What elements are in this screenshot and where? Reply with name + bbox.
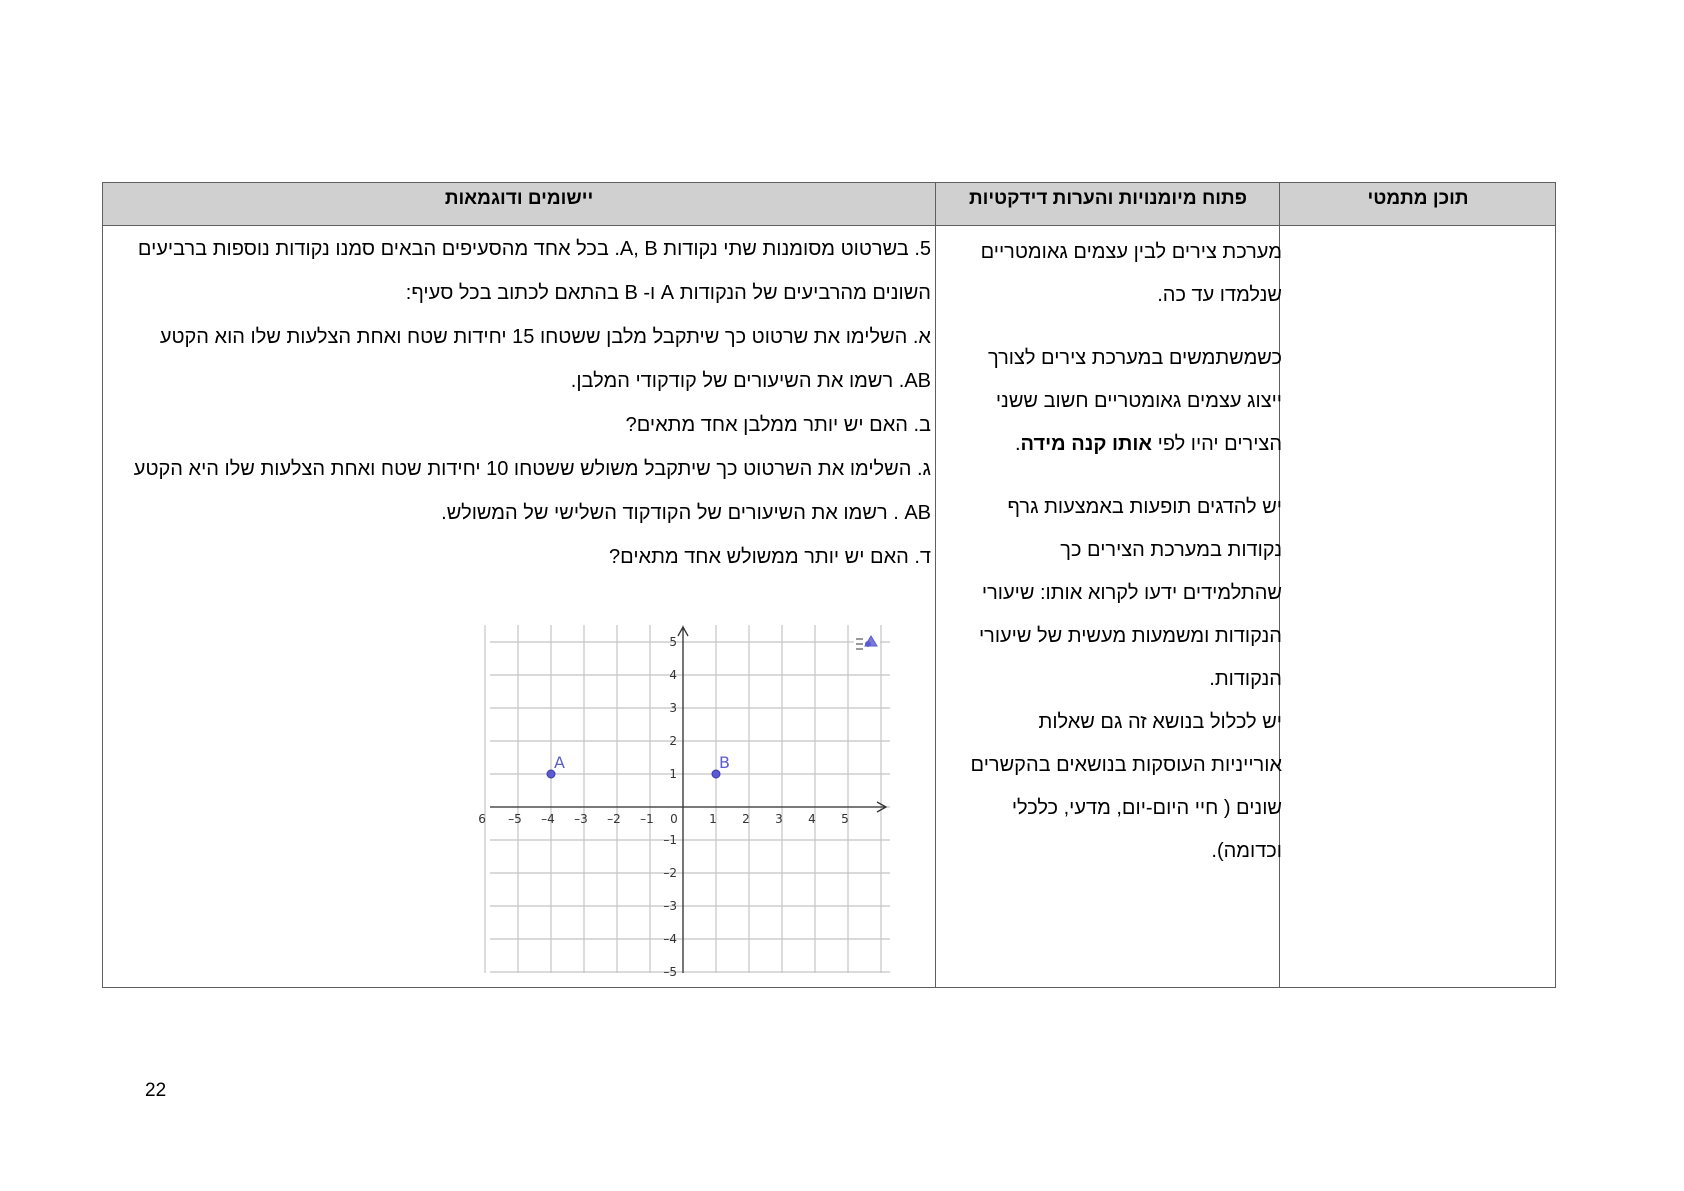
header-math-content: תוכן מתמטי	[1367, 188, 1469, 209]
y-tick-label: 5	[669, 635, 677, 649]
x-tick-label: –1	[640, 812, 654, 826]
exercise-line: AB. רשמו את השיעורים של קודקודי המלבן.	[570, 370, 931, 392]
x-tick-label: 4	[808, 812, 816, 826]
y-tick-label: –4	[663, 932, 677, 946]
x-tick-label: –2	[607, 812, 621, 826]
exercise-line: ב. האם יש יותר ממלבן אחד מתאים?	[625, 414, 931, 436]
x-tick-label: –5	[508, 812, 522, 826]
y-tick-label: 3	[669, 701, 677, 715]
y-tick-label: –3	[663, 899, 677, 913]
x-tick-label: –4	[541, 812, 555, 826]
coordinate-graph	[478, 625, 890, 979]
point-label: B	[719, 753, 730, 772]
didactic-line: מערכת צירים לבין עצמים גאומטריים	[980, 241, 1282, 263]
didactic-line: יש לכלול בנושא זה גם שאלות	[1038, 711, 1282, 733]
didactic-line: שהתלמידים ידעו לקרוא אותו: שיעורי	[981, 582, 1282, 604]
didactic-line: נקודות במערכת הצירים כך	[1060, 539, 1282, 561]
didactic-line: הנקודות.	[1209, 668, 1282, 690]
exercise-line: השונים מהרביעים של הנקודות A ו- B בהתאם לכתוב בכל סעיף:	[405, 282, 931, 304]
x-tick-label: 0	[670, 812, 678, 826]
didactic-line: ייצוג עצמים גאומטריים חשוב ששני	[995, 390, 1282, 412]
exercise-line: ג. השלימו את השרטוט כך שיתקבל משולש ששטחו 10 יחידות שטח ואחת הצלעות שלו היא הקטע	[133, 458, 931, 480]
y-tick-label: –1	[663, 833, 677, 847]
didactic-line: אורייניות העוסקות בנושאים בהקשרים	[970, 754, 1282, 776]
didactic-line: הנקודות ומשמעות מעשית של שיעורי	[978, 625, 1282, 647]
column-divider	[935, 183, 936, 987]
didactic-line: כשמשתמשים במערכת צירים לצורך	[988, 347, 1282, 369]
y-tick-label: 2	[669, 734, 677, 748]
y-tick-label: 1	[669, 767, 677, 781]
didactic-line: שונים ( חיי היום-יום, מדעי, כלכלי	[1011, 797, 1282, 819]
exercise-line: 5. בשרטוט מסומנות שתי נקודות A, B. בכל אחד מהסעיפים הבאים סמנו נקודות נוספות ברביעים	[137, 238, 931, 260]
point-label: A	[554, 753, 565, 772]
x-tick-label: 2	[742, 812, 750, 826]
header-skills-didactic: פתוח מיומנויות והערות דידקטיות	[968, 188, 1248, 209]
didactic-text: הצירים יהיו לפי	[1152, 433, 1282, 455]
graph-style-icon	[854, 632, 880, 656]
exercise-line: א. השלימו את שרטוט כך שיתקבל מלבן ששטחו 15 יחידות שטח ואחת הצלעות שלו הוא הקטע	[159, 326, 931, 348]
didactic-text: .	[1014, 433, 1021, 455]
didactic-line: שנלמדו עד כה.	[1157, 284, 1282, 306]
exercise-line: ד. האם יש יותר ממשולש אחד מתאים?	[609, 546, 931, 568]
didactic-notes-column	[943, 231, 1282, 873]
didactic-emphasis: אותו קנה מידה	[1020, 433, 1153, 455]
y-tick-label: 4	[669, 668, 677, 682]
didactic-line	[943, 423, 1282, 466]
y-tick-label: –2	[663, 866, 677, 880]
x-tick-label: 6	[478, 812, 486, 826]
x-tick-label: 1	[709, 812, 717, 826]
header-applications: יישומים ודוגמאות	[444, 188, 594, 209]
x-tick-label: 5	[841, 812, 849, 826]
page-number: 22	[145, 1080, 167, 1101]
y-tick-label: –5	[663, 965, 677, 979]
x-tick-label: 3	[775, 812, 783, 826]
applications-column	[111, 227, 931, 579]
didactic-line: יש להדגים תופעות באמצעות גרף	[1007, 496, 1282, 518]
x-tick-label: –3	[574, 812, 588, 826]
didactic-line: וכדומה).	[1211, 840, 1282, 862]
exercise-line: AB . רשמו את השיעורים של הקודקוד השלישי של המשולש.	[441, 502, 931, 524]
